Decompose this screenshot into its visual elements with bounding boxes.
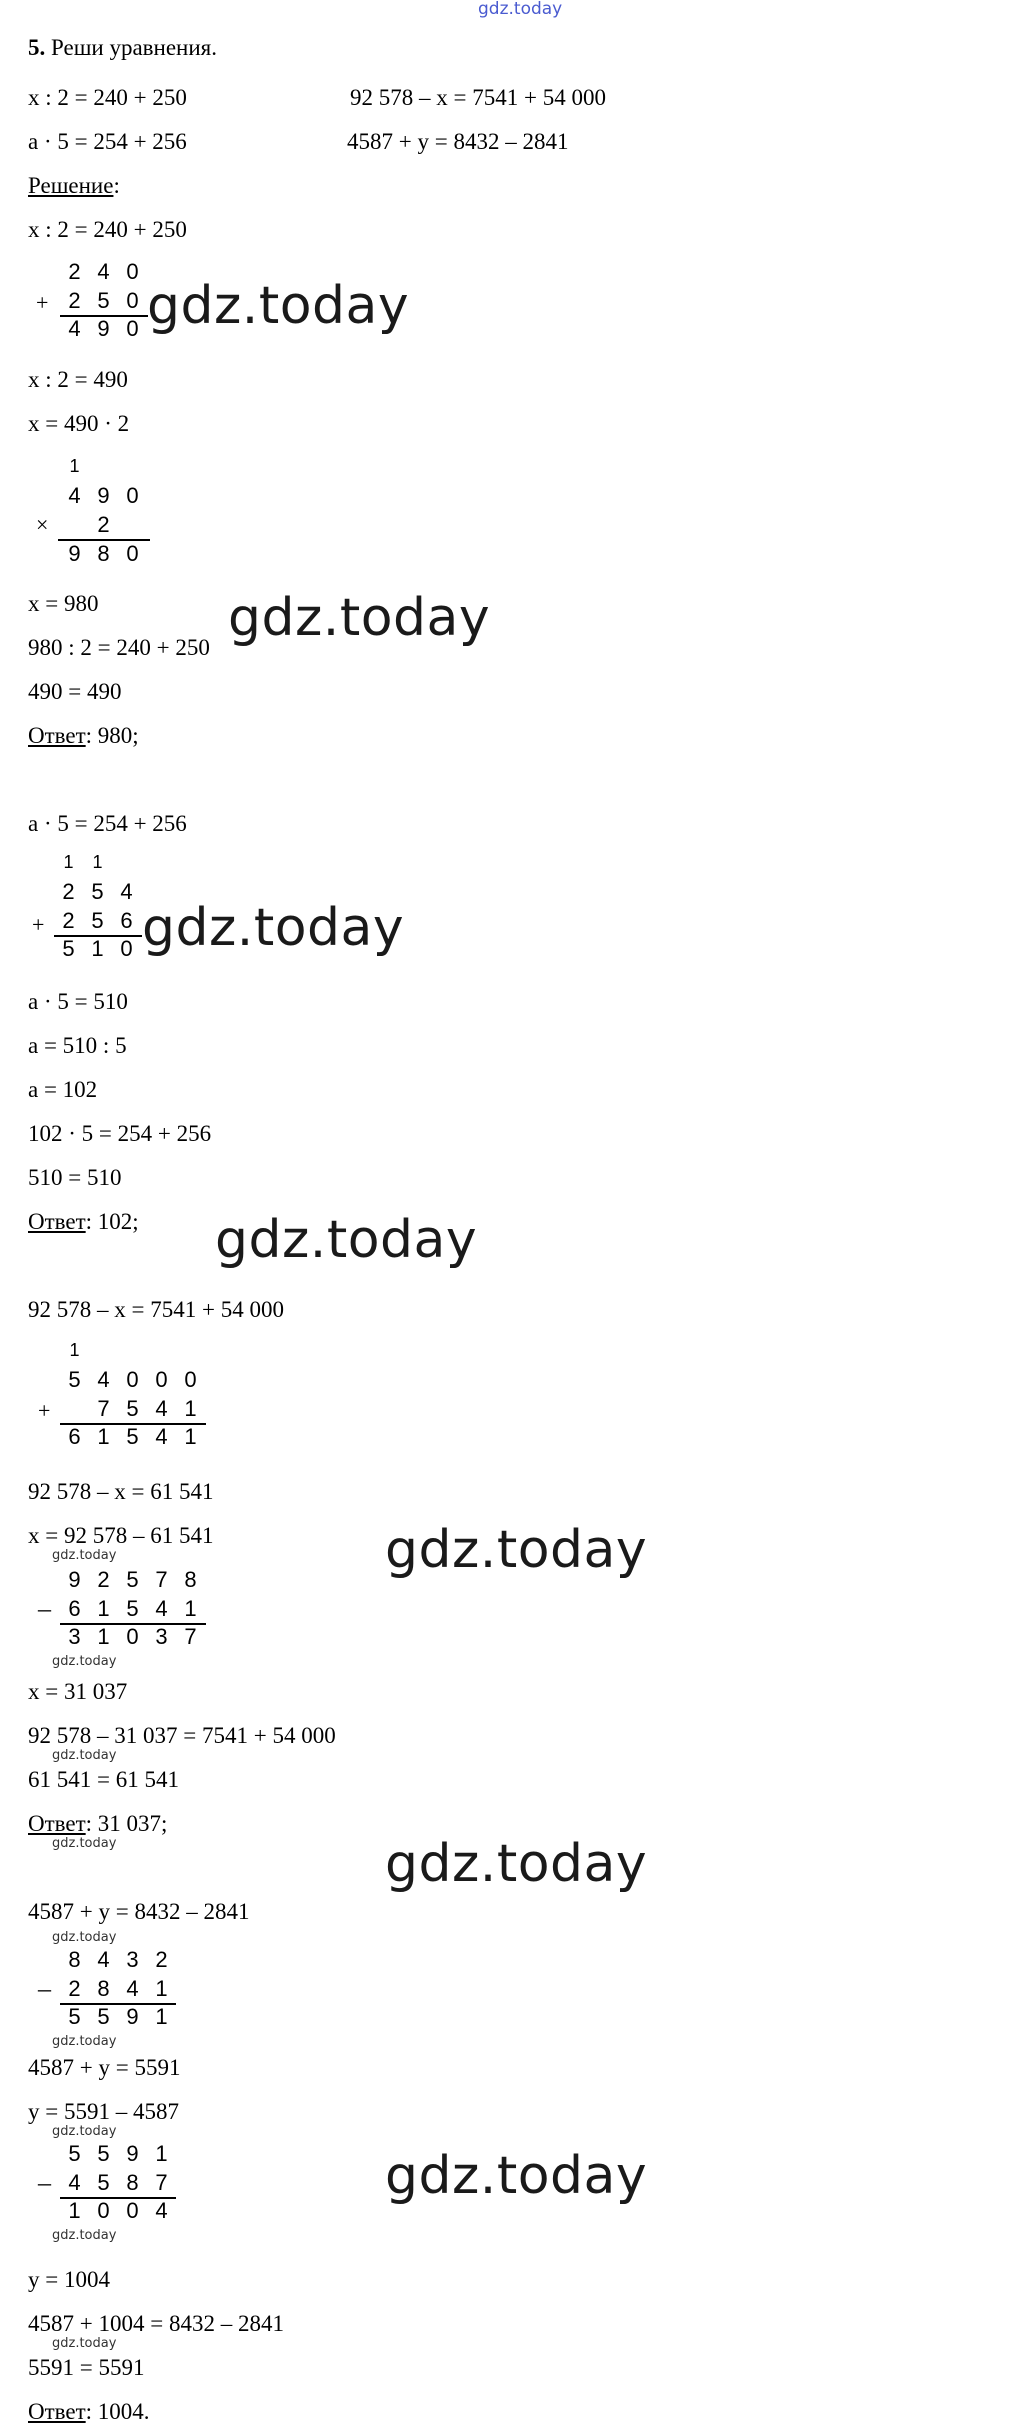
task-4: 4587 + y = 8432 – 2841 [347, 129, 569, 154]
p1-column-addition [60, 258, 150, 348]
solution-label: Решение [28, 173, 114, 198]
p3-step-1: 92 578 – x = 61 541 [28, 1479, 214, 1504]
exercise-header [28, 34, 217, 62]
watermark-text: gdz.today [142, 898, 405, 958]
task-3: a · 5 = 254 + 256 [28, 129, 187, 154]
p3-equation: 92 578 – x = 7541 + 54 000 [28, 1297, 284, 1322]
p2-step-2: a = 510 : 5 [28, 1033, 127, 1058]
p1-step-2: x = 490 · 2 [28, 411, 130, 436]
exercise-number: 5. [28, 35, 46, 60]
small-watermark: gdz.today [52, 1654, 117, 1669]
small-watermark: gdz.today [52, 2228, 117, 2243]
plus-sign: + [36, 290, 49, 315]
small-watermark: gdz.today [52, 2034, 117, 2049]
exercise-title: Реши уравнения. [51, 35, 217, 60]
p2-step-3: a = 102 [28, 1077, 98, 1102]
top-watermark: gdz.today [478, 0, 563, 19]
p4-step-3: y = 1004 [28, 2267, 110, 2292]
p1-check-2: 490 = 490 [28, 679, 122, 704]
p1-answer: Ответ: 980; [28, 723, 139, 748]
p4-column-subtraction-2: 5 5 9 1 4 5 8 7 1 0 0 4 [60, 2140, 180, 2232]
p4-equation: 4587 + y = 8432 – 2841 [28, 1899, 250, 1924]
p3-step-3: x = 31 037 [28, 1679, 128, 1704]
p2-check-1: 102 · 5 = 254 + 256 [28, 1121, 212, 1146]
p1-equation: x : 2 = 240 + 250 [28, 217, 187, 242]
p4-check-2: 5591 = 5591 [28, 2355, 145, 2380]
p3-check-2: 61 541 = 61 541 [28, 1767, 179, 1792]
watermark-text: gdz.today [385, 1834, 648, 1894]
watermark-text: gdz.today [228, 588, 491, 648]
small-watermark: gdz.today [52, 1930, 117, 1945]
p1-step-1: x : 2 = 490 [28, 367, 128, 392]
plus-sign: + [38, 1398, 51, 1423]
small-watermark: gdz.today [52, 2124, 117, 2139]
small-watermark: gdz.today [52, 1548, 117, 1563]
p4-answer: Ответ: 1004. [28, 2399, 150, 2424]
task-1: x : 2 = 240 + 250 [28, 85, 187, 110]
p2-answer: Ответ: 102; [28, 1209, 139, 1234]
p3-column-subtraction: 9 2 5 7 8 6 1 5 4 1 3 1 0 3 7 [60, 1566, 210, 1658]
plus-sign: + [32, 912, 45, 937]
minus-sign: – [38, 2168, 51, 2197]
watermark-text: gdz.today [385, 2146, 648, 2206]
p3-column-addition: 1 5 4 0 0 0 7 5 4 1 6 1 5 4 1 [60, 1336, 210, 1456]
column-row-result: 4 9 0 [68, 316, 139, 341]
watermark-text: gdz.today [385, 1520, 648, 1580]
p4-check-1: 4587 + 1004 = 8432 – 2841 [28, 2311, 284, 2336]
p1-step-3: x = 980 [28, 591, 99, 616]
task-2: 92 578 – x = 7541 + 54 000 [350, 85, 606, 110]
p2-equation: a · 5 = 254 + 256 [28, 811, 187, 836]
p2-check-2: 510 = 510 [28, 1165, 122, 1190]
small-watermark: gdz.today [52, 1748, 117, 1763]
p3-answer: Ответ: 31 037; [28, 1811, 168, 1836]
column-line [60, 315, 148, 317]
times-sign: × [36, 512, 49, 537]
minus-sign: – [38, 1594, 51, 1623]
p2-column-addition: 1 1 2 5 4 2 5 6 5 1 0 [54, 848, 144, 968]
small-watermark: gdz.today [52, 1836, 117, 1851]
p4-step-2: y = 5591 – 4587 [28, 2099, 179, 2124]
p4-column-subtraction-1: 8 4 3 2 2 8 4 1 5 5 9 1 [60, 1946, 180, 2038]
p1-check-1: 980 : 2 = 240 + 250 [28, 635, 210, 660]
column-line [58, 539, 150, 541]
p3-step-2: x = 92 578 – 61 541 [28, 1523, 214, 1548]
p3-check-1: 92 578 – 31 037 = 7541 + 54 000 [28, 1723, 336, 1748]
p4-step-1: 4587 + y = 5591 [28, 2055, 181, 2080]
watermark-text: gdz.today [147, 276, 410, 336]
solution-heading: Решение: [28, 173, 120, 198]
small-watermark: gdz.today [52, 2336, 117, 2351]
column-row-second: 2 5 0 [68, 288, 139, 313]
minus-sign: – [38, 1974, 51, 2003]
column-row-top: 2 4 0 [68, 259, 139, 284]
p2-step-1: a · 5 = 510 [28, 989, 128, 1014]
watermark-text: gdz.today [215, 1210, 478, 1270]
p1-column-multiplication: 1 4 9 0 2 9 8 0 [60, 452, 150, 570]
